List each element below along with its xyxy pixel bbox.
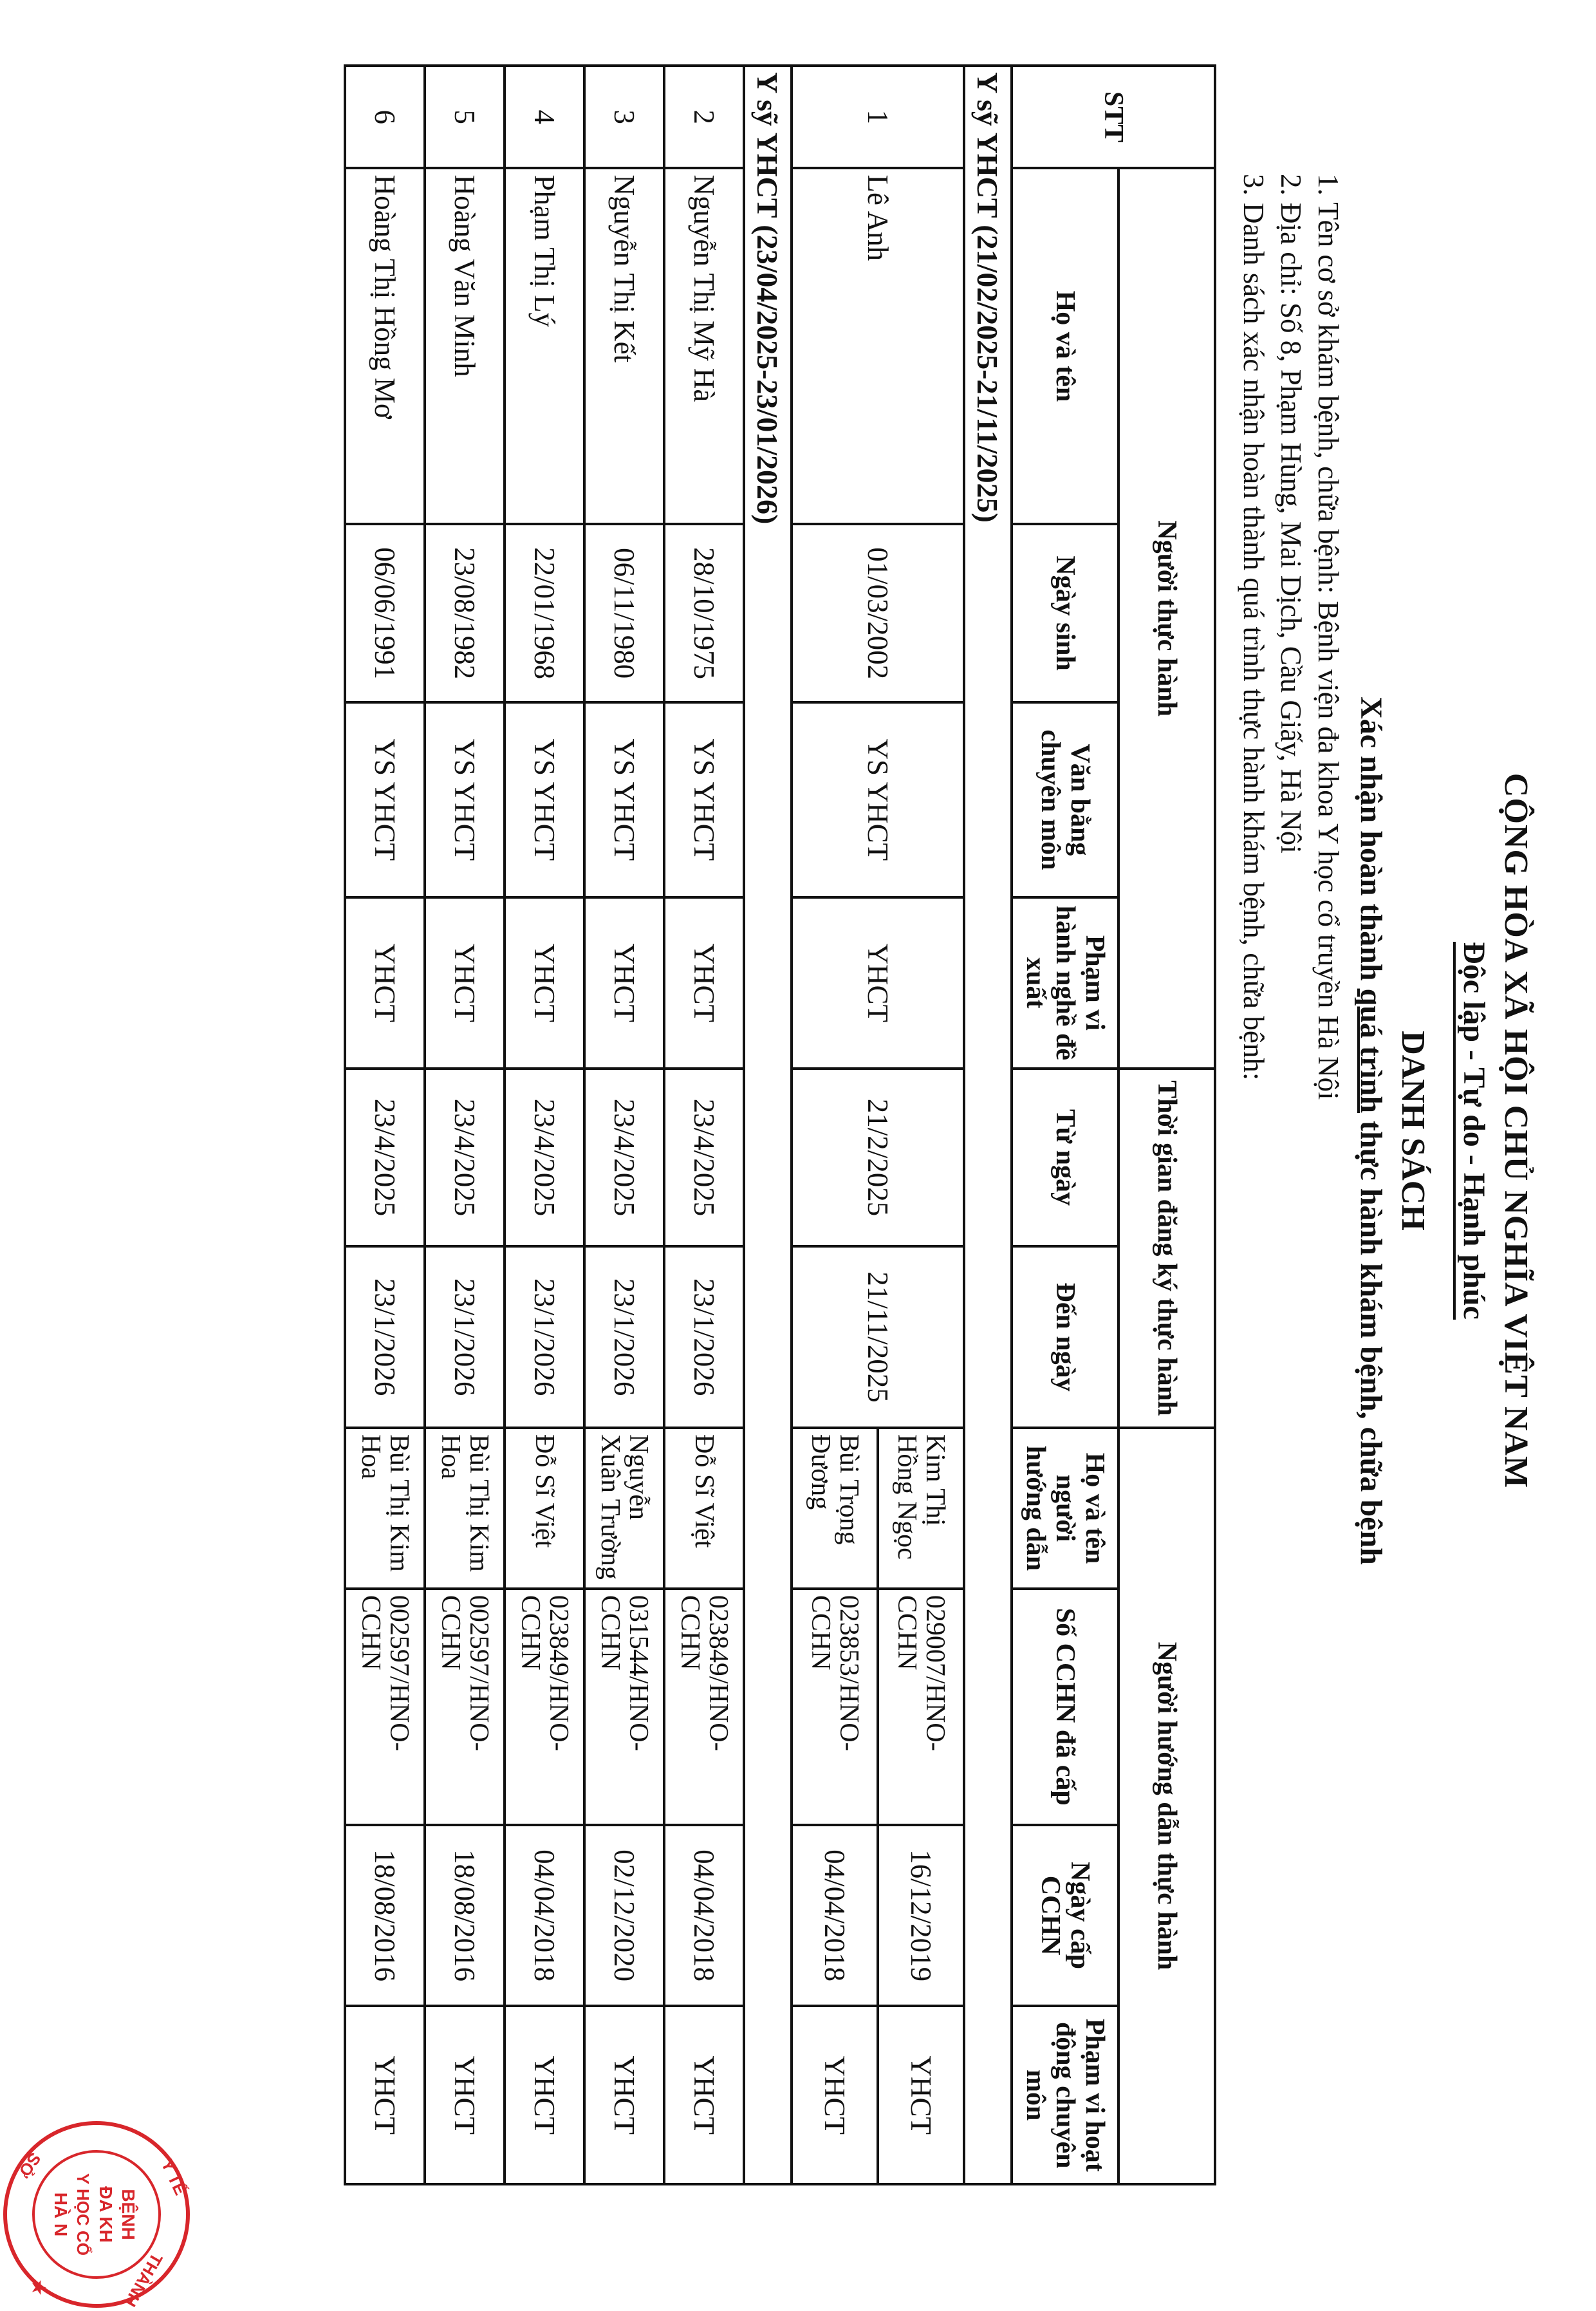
cell-cert-date: 04/04/2018: [664, 1825, 744, 2007]
cell-supervisor-name: Đỗ Sĩ Việt: [664, 1428, 744, 1589]
group-row: [744, 66, 792, 2184]
header-name: Họ và tên: [1012, 168, 1118, 524]
cell-dob: 06/06/1991: [345, 524, 425, 702]
cell-supervisor-name: Bùi Trọng Đương: [792, 1428, 878, 1589]
cell-dob: 01/03/2002: [792, 524, 964, 702]
table-row: [345, 66, 425, 2184]
header-cert-date: Ngày cấp CCHN: [1012, 1825, 1118, 2007]
table-row: [664, 66, 744, 2184]
cell-from: 23/4/2025: [584, 1069, 664, 1246]
seal-text-inner-2: ĐA KH: [96, 2186, 116, 2243]
cell-dob: 23/08/1982: [425, 524, 505, 702]
nation-title: CỘNG HÒA XÃ HỘI CHỦ NGHĨA VIỆT NAM: [1498, 772, 1534, 1489]
subtitle-part-a: Xác nhận hoàn thành: [1354, 697, 1388, 989]
cell-name: Nguyễn Thị Kết: [584, 168, 664, 524]
info-address: 2. Địa chỉ: Số 8, Phạm Hùng, Mai Dịch, Cầu Giấy, Hà Nội: [1275, 174, 1307, 854]
cell-scope: YHCT: [584, 897, 664, 1069]
cell-stt: 2: [664, 66, 744, 168]
cell-cert-no: 029007/HNO-CCHN: [878, 1589, 964, 1825]
cell-cert-no: 023849/HNO-CCHN: [505, 1589, 584, 1825]
cell-cert-date: 18/08/2016: [425, 1825, 505, 2007]
document-subtitle: [1353, 0, 1389, 2261]
seal-text-left: Y TẾ: [157, 2156, 190, 2198]
cell-cert-no: 023849/HNO-CCHN: [664, 1589, 744, 1825]
cell-cert-date: 18/08/2016: [345, 1825, 425, 2007]
cell-dob: 06/11/1980: [584, 524, 664, 702]
cell-cert-no: 002597/HNO-CCHN: [345, 1589, 425, 1825]
cell-degree: YS YHCT: [664, 702, 744, 897]
cell-to: 23/1/2026: [345, 1246, 425, 1428]
table-row: [878, 66, 964, 2184]
cell-stt: 5: [425, 66, 505, 168]
header-supervisor-name: Họ và tên người hướng dẫn: [1012, 1428, 1118, 1589]
group-title: Y sỹ YHCT (23/04/2025-23/01/2026): [744, 66, 792, 2184]
cell-to: 21/11/2025: [792, 1246, 964, 1428]
cell-cert-no: 002597/HNO-CCHN: [425, 1589, 505, 1825]
cell-supervisor-scope: YHCT: [345, 2006, 425, 2184]
official-seal: [0, 2118, 193, 2311]
table-row: [584, 66, 664, 2184]
cell-dob: 28/10/1975: [664, 524, 744, 702]
cell-dob: 22/01/1968: [505, 524, 584, 702]
cell-degree: YS YHCT: [345, 702, 425, 897]
subtitle-part-c: thực hành khám bệnh, chữa bệnh: [1354, 1113, 1388, 1565]
group-title: Y sỹ YHCT (21/02/2025-21/11/2025): [964, 66, 1012, 2184]
header-cert-no: Số CCHN đã cấp: [1012, 1589, 1118, 1825]
cell-supervisor-scope: YHCT: [584, 2006, 664, 2184]
cell-from: 23/4/2025: [505, 1069, 584, 1246]
cell-from: 21/2/2025: [792, 1069, 964, 1246]
cell-stt: 1: [792, 66, 964, 168]
seal-text-bottom: SỞ: [14, 2149, 45, 2182]
header-stt: STT: [1012, 66, 1215, 168]
subtitle-part-b: quá trình: [1354, 988, 1388, 1114]
cell-scope: YHCT: [505, 897, 584, 1069]
cell-supervisor-scope: YHCT: [792, 2006, 878, 2184]
cell-supervisor-scope: YHCT: [878, 2006, 964, 2184]
table-row: [505, 66, 584, 2184]
cell-scope: YHCT: [792, 897, 964, 1069]
header-from: Từ ngày: [1012, 1069, 1118, 1246]
cell-scope: YHCT: [425, 897, 505, 1069]
seal-star-icon: ★: [27, 2279, 50, 2296]
cell-from: 23/4/2025: [425, 1069, 505, 1246]
motto-text: Độc lập - Tự do - Hạnh phúc: [1453, 942, 1491, 1320]
cell-stt: 6: [345, 66, 425, 168]
header-dob: Ngày sinh: [1012, 524, 1118, 702]
cell-cert-date: 04/04/2018: [505, 1825, 584, 2007]
cell-supervisor-name: Đỗ Sĩ Việt: [505, 1428, 584, 1589]
header-practitioner: Người thực hành: [1118, 168, 1215, 1068]
header-supervisor-scope: Phạm vi hoạt động chuyên môn: [1012, 2006, 1118, 2184]
cell-cert-date: 04/04/2018: [792, 1825, 878, 2007]
table-row: [425, 66, 505, 2184]
seal-text-inner-1: BỆNH: [118, 2189, 138, 2240]
cell-supervisor-name: Kim Thị Hồng Ngọc: [878, 1428, 964, 1589]
header-supervisor: Người hướng dẫn thực hành: [1118, 1428, 1215, 2184]
seal-text-outer: THÀNH: [120, 2250, 167, 2310]
cell-name: Hoàng Văn Minh: [425, 168, 505, 524]
group-row: [964, 66, 1012, 2184]
cell-degree: YS YHCT: [425, 702, 505, 897]
cell-name: Lê Anh: [792, 168, 964, 524]
cell-degree: YS YHCT: [584, 702, 664, 897]
cell-name: Hoàng Thị Hồng Mơ: [345, 168, 425, 524]
cell-supervisor-scope: YHCT: [505, 2006, 584, 2184]
cell-to: 23/1/2026: [664, 1246, 744, 1428]
cell-stt: 3: [584, 66, 664, 168]
cell-to: 23/1/2026: [425, 1246, 505, 1428]
seal-text-inner-4: HÀ N: [51, 2192, 71, 2237]
header-degree: Văn bằng chuyên môn: [1012, 702, 1118, 897]
motto: [1456, 0, 1492, 2261]
cell-from: 23/4/2025: [664, 1069, 744, 1246]
info-list-description: 3. Danh sách xác nhận hoàn thành quá trình thực hành khám bệnh, chữa bệnh:: [1238, 174, 1270, 1081]
header-scope: Phạm vi hành nghề đề xuất: [1012, 897, 1118, 1069]
cell-name: Nguyễn Thị Mỹ Hà: [664, 168, 744, 524]
cell-to: 23/1/2026: [505, 1246, 584, 1428]
cell-name: Phạm Thị Lý: [505, 168, 584, 524]
cell-cert-date: 16/12/2019: [878, 1825, 964, 2007]
cell-supervisor-name: Bùi Thị Kim Hoa: [425, 1428, 505, 1589]
header-period: Thời gian đăng ký thực hành: [1118, 1069, 1215, 1428]
cell-from: 23/4/2025: [345, 1069, 425, 1246]
seal-text-inner-3: Y HỌC CỔ: [73, 2173, 93, 2256]
cell-supervisor-scope: YHCT: [664, 2006, 744, 2184]
cell-cert-no: 023853/HNO-CCHN: [792, 1589, 878, 1825]
cell-cert-no: 031544/HNO-CCHN: [584, 1589, 664, 1825]
cell-to: 23/1/2026: [584, 1246, 664, 1428]
practice-confirmation-table: [344, 64, 1216, 2185]
cell-degree: YS YHCT: [792, 702, 964, 897]
cell-cert-date: 02/12/2020: [584, 1825, 664, 2007]
cell-scope: YHCT: [664, 897, 744, 1069]
cell-supervisor-name: Nguyễn Xuân Trường: [584, 1428, 664, 1589]
cell-stt: 4: [505, 66, 584, 168]
document-title: DANH SÁCH: [1395, 1031, 1431, 1231]
cell-supervisor-scope: YHCT: [425, 2006, 505, 2184]
cell-scope: YHCT: [345, 897, 425, 1069]
info-facility: 1. Tên cơ sở khám bệnh, chữa bệnh: Bệnh viện đa khoa Y học cổ truyền Hà Nội: [1312, 174, 1344, 1100]
cell-degree: YS YHCT: [505, 702, 584, 897]
cell-supervisor-name: Bùi Thị Kim Hoa: [345, 1428, 425, 1589]
header-to: Đến ngày: [1012, 1246, 1118, 1428]
